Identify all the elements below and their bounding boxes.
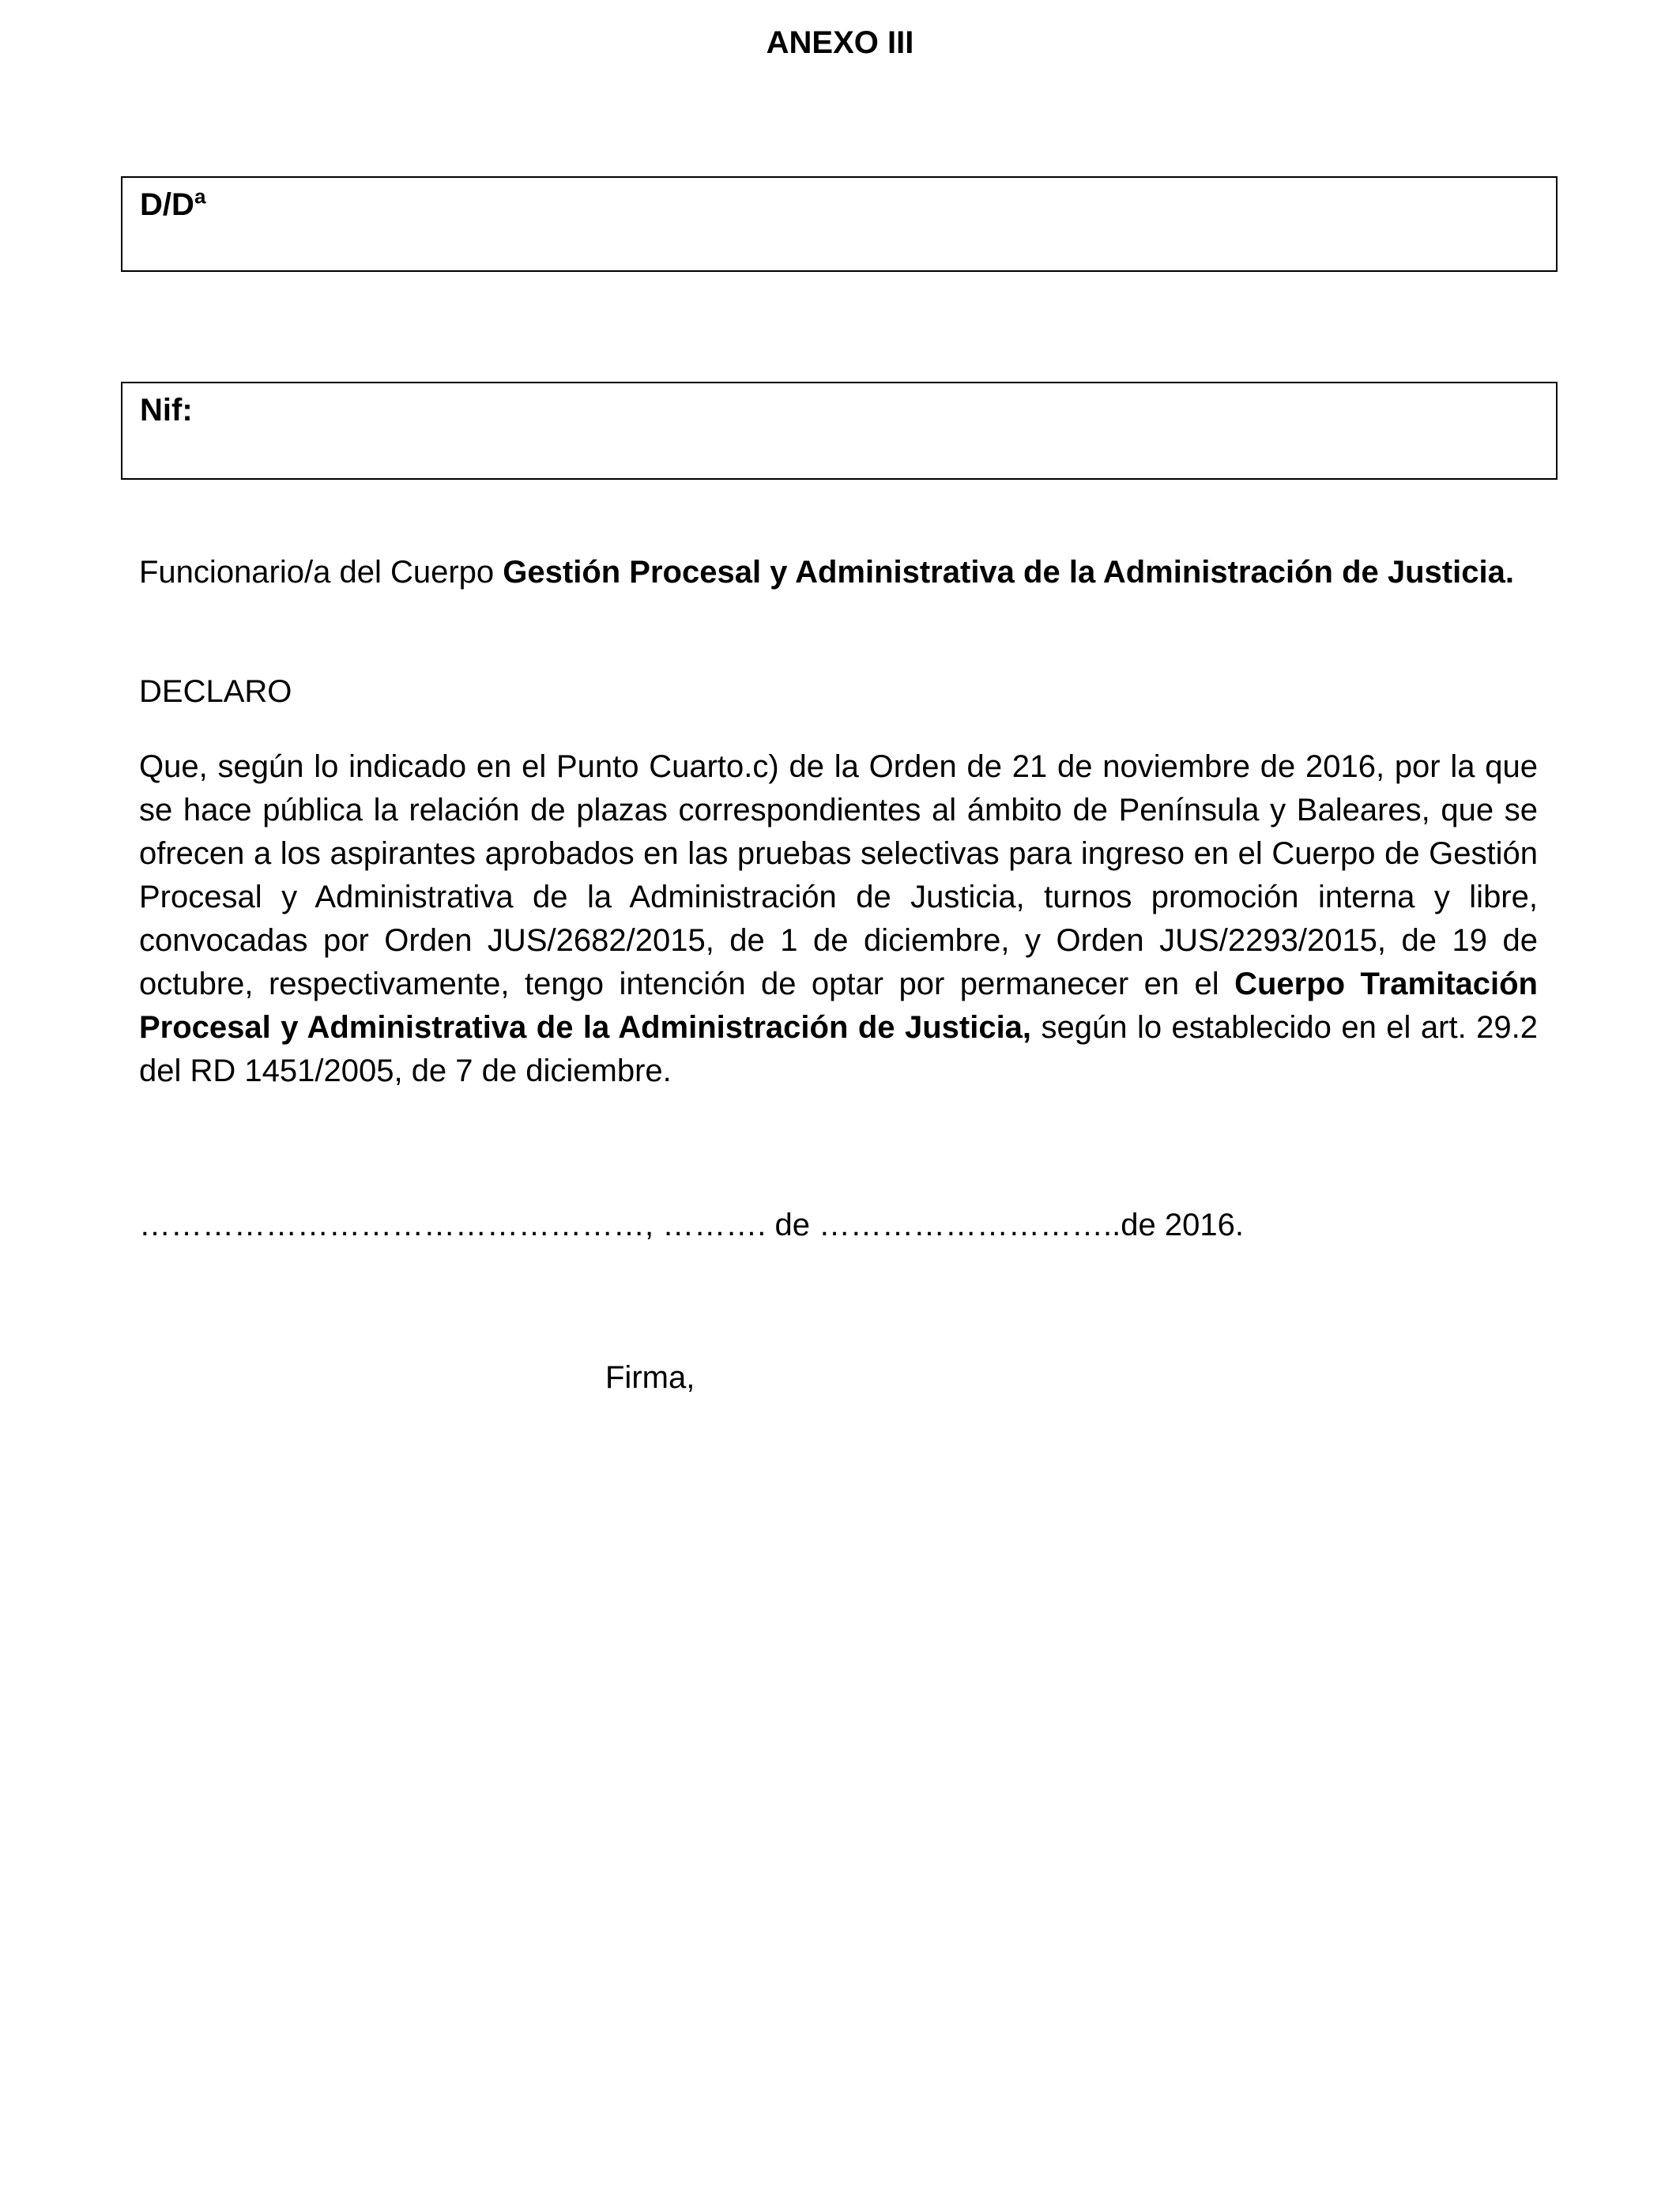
name-field-label: D/Dª [140,187,206,222]
place-date-line: …………………………………………, ………. de ………………………..de 2016. [139,1208,1244,1242]
name-field-box[interactable] [121,176,1558,272]
declaration-text-part2: según lo establecido en el art. 29.2 del RD 1451/2005, de 7 de diciembre. [139,1010,1538,1088]
nif-field-box[interactable] [121,382,1558,480]
cuerpo-name: Gestión Procesal y Administrativa de la Administración de Justicia. [503,555,1514,590]
cuerpo-paragraph [139,551,1538,594]
signature-label: Firma, [605,1360,695,1395]
declaration-cuerpo-name: Cuerpo Tramitación Procesal y Administrativa de la Administración de Justicia, [139,967,1538,1045]
declaration-text-part1: Que, según lo indicado en el Punto Cuarto.c) de la Orden de 21 de noviembre de 2016, por la que se hace pública la relación de plazas correspondientes al ámbito de Península y Baleares, que se ofrecen a los aspirantes aprobados en las pruebas selectivas para ingreso en el Cuerpo de Gestión Procesal y Administrativa de la Administración de Justicia, turnos promoción interna y libre, convocadas por Orden JUS/2682/2015, de 1 de diciembre, y Orden JUS/2293/2015, de 19 de octubre, respectivamente, tengo intención de optar por permanecer en el [139,749,1538,1001]
nif-field-label: Nif: [140,393,193,428]
cuerpo-prefix: Funcionario/a del Cuerpo [139,555,503,590]
declaro-heading: DECLARO [139,674,292,709]
declaration-paragraph [139,745,1538,1093]
page-title: ANEXO III [766,25,914,60]
